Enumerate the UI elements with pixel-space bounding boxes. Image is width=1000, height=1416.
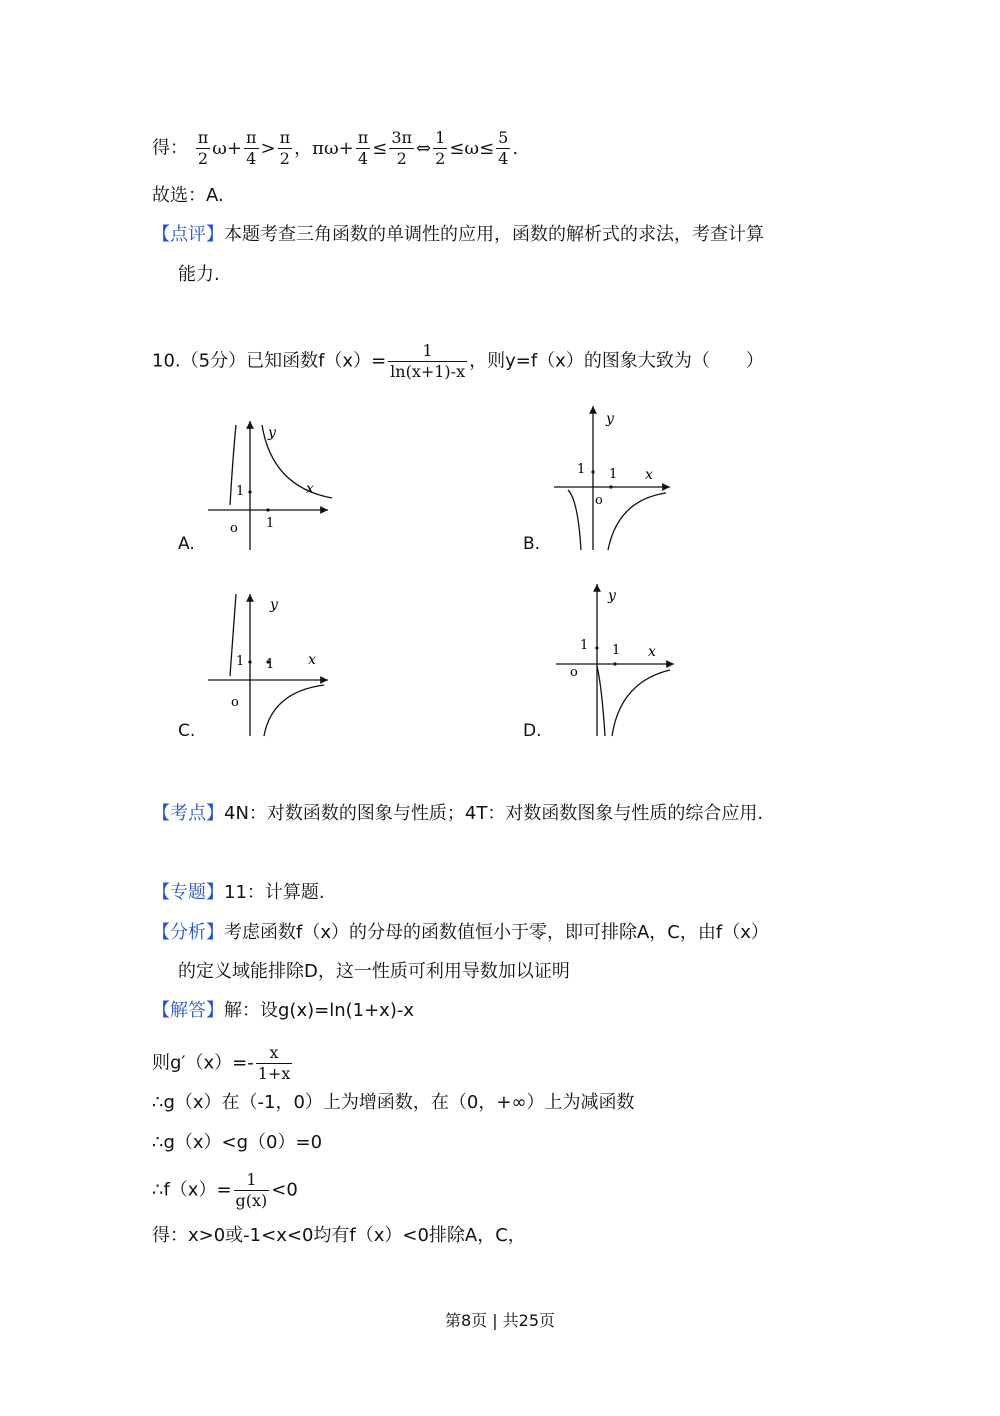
origin-label: o [595,493,603,508]
function-fraction: $\frac{1}{\ln(x+1)-x}$ [390,341,466,381]
curve-right [264,685,324,736]
y-label: y [268,425,276,441]
x-label: x [306,481,314,497]
monotonicity-line: ∴g（x）在（-1，0）上为增函数，在（0，+∞）上为减函数 [152,1092,635,1113]
review-tag: 【点评】 [152,224,224,245]
option-c-label: C. [178,721,196,741]
origin-label: o [231,695,239,710]
x-tick-label: 1 [266,516,275,531]
option-a-label: A. [178,534,195,554]
answer-choice: 故选：A. [152,185,224,206]
page-footer: 第8页 | 共25页 [444,1311,556,1330]
conclusion-line: 得：x>0或-1<x<0均有f（x）<0排除A，C， [152,1225,526,1246]
graph-b [548,400,678,555]
inequality-line: 得： $\frac{\pi}{2}$ ω+ $\frac{\pi}{4}$ > $\frac{\pi}{2}$ ，πω+ $\frac{\pi}{4}$ ≤ $\frac{3\pi}{2}$ ⇔ $\frac{1}{2}$ ≤ω≤ $\frac{5}{4}$ . [152,128,519,168]
derivative-line: 则g′（x）=- $\frac{x}{1+x}$ [152,1043,291,1083]
curve-left [568,490,581,550]
origin-label: o [570,665,578,680]
graph-d [550,578,680,740]
fraction: $\frac{\pi}{4}$ [246,128,257,168]
fenxi-line: 【分析】考虑函数f（x）的分母的函数值恒小于零，即可排除A，C，由f（x） [152,922,769,943]
x-tick-label: 1 [609,467,618,482]
fenxi-line-2: 的定义域能排除D，这一性质可利用导数加以证明 [178,961,570,982]
y-tick-label: 1 [577,462,586,477]
jieda-tag: 【解答】 [152,1000,224,1021]
fenxi-tag: 【分析】 [152,922,224,943]
x-tick-label: 1 [266,657,275,672]
review-line: 【点评】本题考查三角函数的单调性的应用，函数的解析式的求法，考查计算 [152,224,764,245]
x-tick-label: 1 [612,643,621,658]
origin-label: o [230,521,238,536]
question-10: 10.（5分）已知函数f（x）= $\frac{1}{\ln(x+1)-x}$ ，则y=f（x）的图象大致为（ ） [152,341,764,381]
zhuanti-line: 【专题】11：计算题. [152,882,325,903]
graph-a [200,415,340,555]
curve-right [608,493,666,550]
jieda-line: 【解答】解：设g(x)=ln(1+x)-x [152,1000,414,1021]
y-label: y [608,588,616,604]
zhuanti-tag: 【专题】 [152,882,224,903]
fraction: $\frac{1}{2}$ [435,128,446,168]
y-tick-label: 1 [236,654,245,669]
curve-right [612,670,670,736]
fraction: $\frac{\pi}{4}$ [357,128,369,168]
review-line-2: 能力. [178,264,220,285]
y-label: y [606,411,614,427]
fraction: $\frac{\pi}{2}$ [197,128,209,168]
option-d-label: D. [523,721,542,741]
y-tick-label: 1 [236,484,245,499]
x-label: x [648,644,656,660]
x-label: x [308,652,316,668]
fraction: $\frac{5}{4}$ [498,128,509,168]
y-label: y [270,597,278,613]
fraction: $\frac{3\pi}{2}$ [391,128,413,168]
prefix-text: 得： [152,137,188,159]
fx-fraction: $\frac{1}{g(x)}$ [235,1170,268,1210]
x-label: x [645,467,653,483]
curve-left [597,666,605,736]
y-tick-label: 1 [580,638,589,653]
derivative-fraction: $\frac{x}{1+x}$ [257,1043,291,1083]
kaodian-tag: 【考点】 [152,803,224,824]
inequality-g-line: ∴g（x）<g（0）=0 [152,1132,323,1153]
graph-c [200,588,335,740]
fraction: $\frac{\pi}{2}$ [279,128,291,168]
fx-line: ∴f（x）= $\frac{1}{g(x)}$ <0 [152,1170,298,1210]
option-b-label: B. [523,534,541,554]
kaodian-line: 【考点】4N：对数函数的图象与性质；4T：对数函数图象与性质的综合应用. [152,803,764,824]
